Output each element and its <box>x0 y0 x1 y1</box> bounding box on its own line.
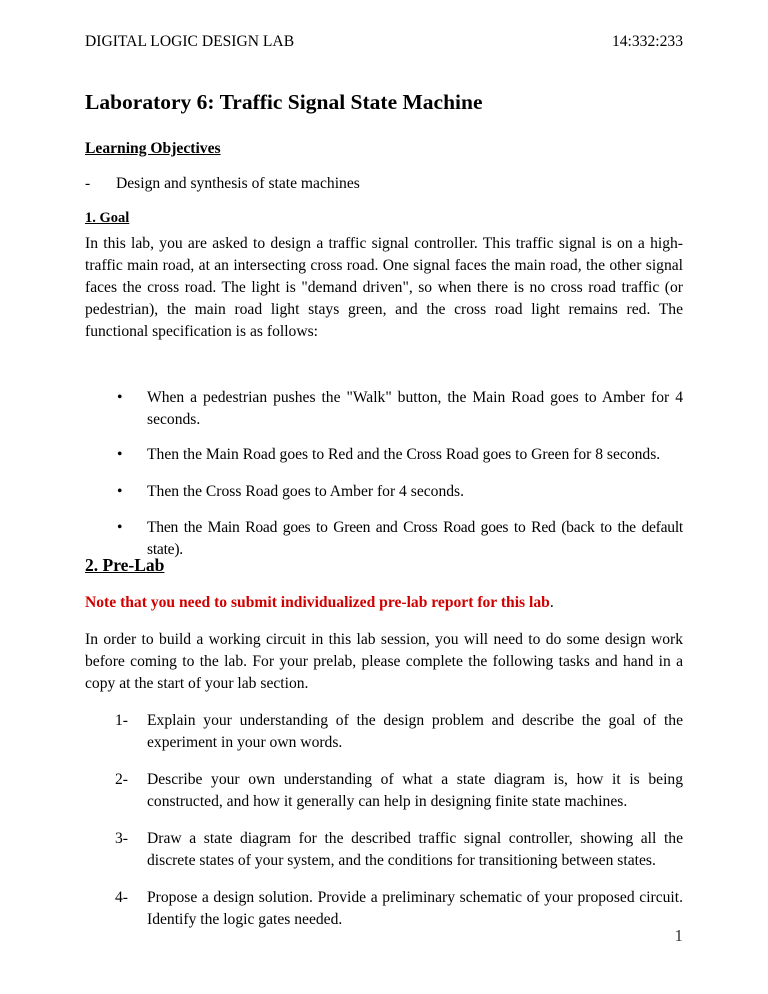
goal-paragraph: In this lab, you are asked to design a traffic signal controller. This traffic signal is on a high-traffic main road, at an intersecting cross road. One signal faces the main road, the other signal faces the cross road. The light is "demand driven", so when there is no cross road traffic (or pedestrian), the main road light stays green, and the cross road light remains red. The functional specification is as follows: <box>85 235 683 340</box>
prelab-task: 4- Propose a design solution. Provide a preliminary schematic of your proposed circuit. Identify the logic gates needed. <box>115 889 683 928</box>
prelab-note <box>85 594 554 612</box>
task-number: 1- <box>115 712 128 729</box>
bullet-icon: • <box>117 483 123 500</box>
prelab-task: 2- Describe your own understanding of what a state diagram is, how it is being constructed, and how it generally can help in designing finite state machines. <box>115 771 683 810</box>
bullet-icon: • <box>117 389 123 406</box>
task-number: 3- <box>115 830 128 847</box>
prelab-note-period: . <box>549 594 554 611</box>
task-number: 2- <box>115 771 128 788</box>
task-number: 4- <box>115 889 128 906</box>
prelab-note-text: Note that you need to submit individualized pre-lab report for this lab <box>85 594 550 611</box>
page-title: Laboratory 6: Traffic Signal State Machine <box>85 90 483 114</box>
prelab-task: 3- Draw a state diagram for the described traffic signal controller, showing all the discrete states of your system, and the conditions for transitioning between states. <box>115 830 683 869</box>
prelab-heading: 2. Pre-Lab <box>85 555 165 575</box>
spec-bullet: • Then the Main Road goes to Green and Cross Road goes to Red (back to the default state). <box>117 519 683 558</box>
bullet-icon: • <box>117 446 123 463</box>
objective-marker: - <box>85 175 91 192</box>
prelab-task: 1- Explain your understanding of the design problem and describe the goal of the experiment in your own words. <box>115 712 683 751</box>
bullet-icon: • <box>117 519 123 536</box>
spec-bullet: • Then the Cross Road goes to Amber for 4 seconds. <box>117 481 683 503</box>
page-number: 1 <box>674 926 683 945</box>
learning-objectives-heading: Learning Objectives <box>85 140 221 157</box>
header-course-title: DIGITAL LOGIC DESIGN LAB <box>85 33 295 50</box>
header-course-code: 14:332:233 <box>611 33 683 50</box>
spec-bullet: • When a pedestrian pushes the "Walk" button, the Main Road goes to Amber for 4 seconds. <box>117 389 683 428</box>
objective-item: Design and synthesis of state machines <box>116 175 360 192</box>
prelab-paragraph: In order to build a working circuit in this lab session, you will need to do some design work before coming to the lab. For your prelab, please complete the following tasks and hand in a copy at the start of your lab section. <box>85 631 683 692</box>
goal-heading: 1. Goal <box>85 210 130 226</box>
spec-bullet: • Then the Main Road goes to Red and the Cross Road goes to Green for 8 seconds. <box>117 444 683 466</box>
